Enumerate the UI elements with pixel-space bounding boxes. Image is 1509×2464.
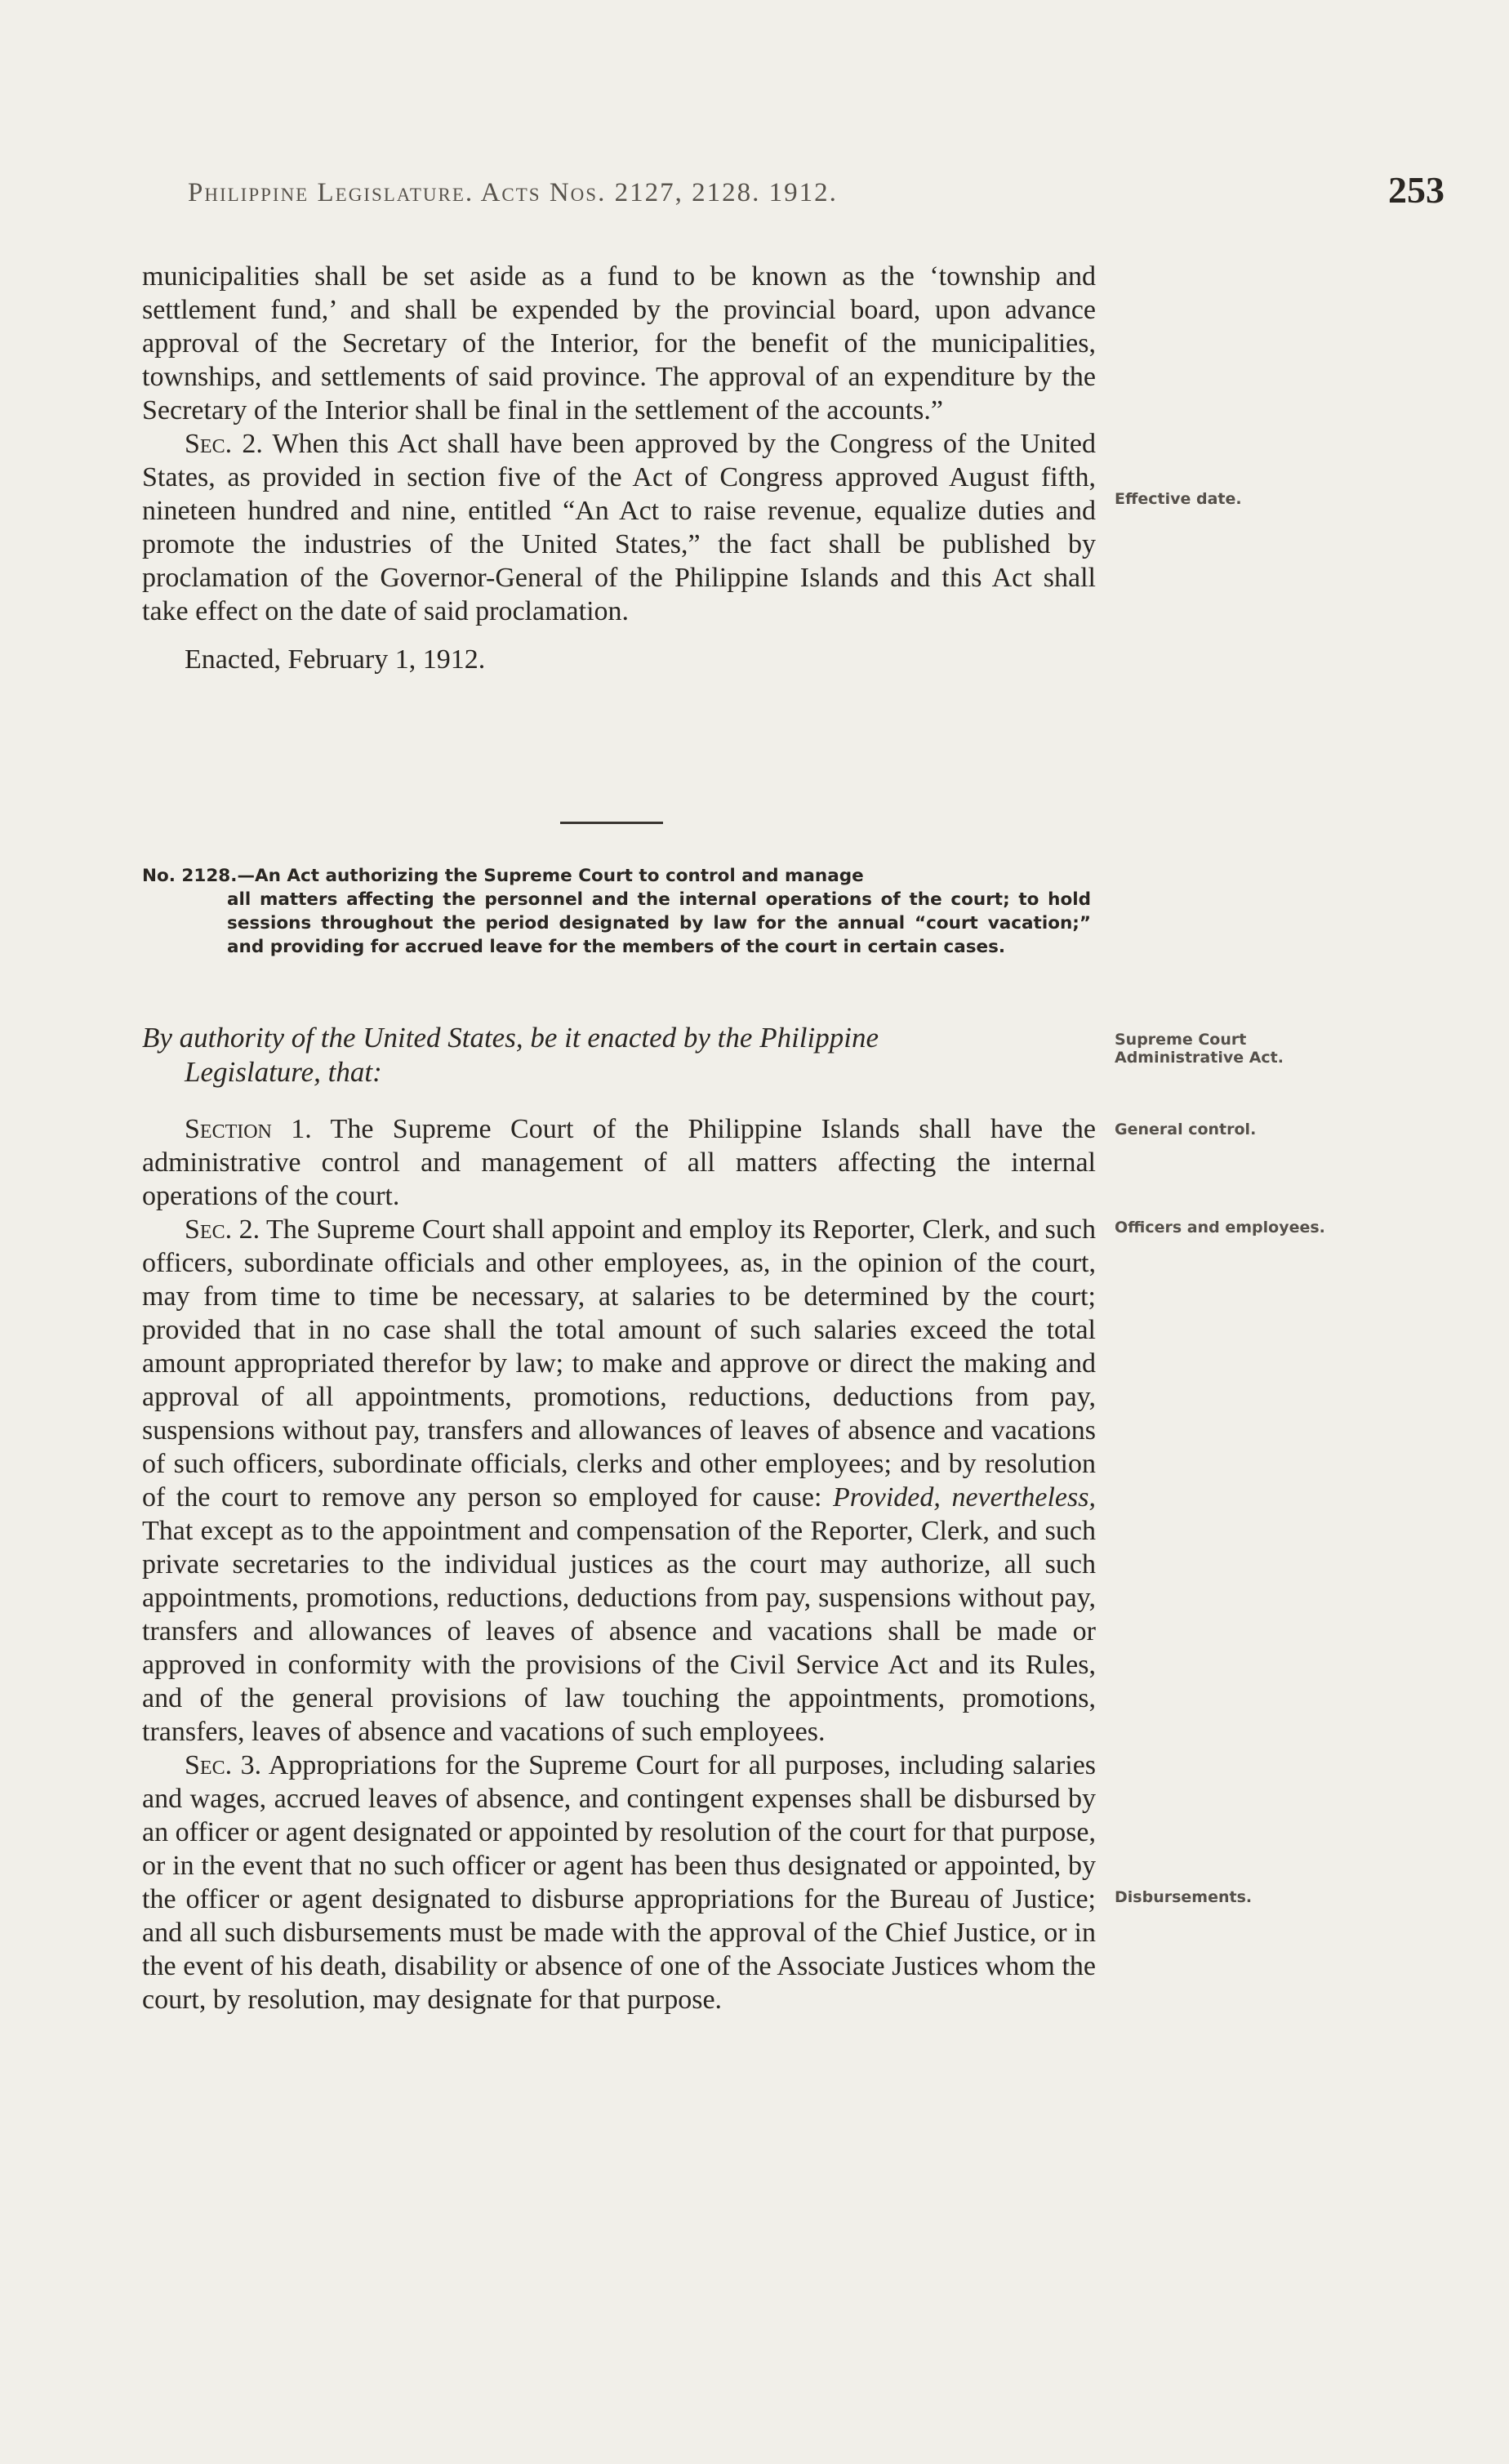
- section-label: Section 1.: [185, 1114, 312, 1144]
- enacting-clause: [142, 1021, 1096, 1089]
- margin-note-disbursements: Disbursements.: [1115, 1888, 1253, 1906]
- enacting-line-2: Legislature, that:: [185, 1056, 382, 1088]
- paragraph-township-fund: municipalities shall be set aside as a fund to be known as the ‘township and settlement fund,’ and shall be expended by the provincial board, upon advance approval of the Secretary of the Interior, for the benefit of the municipalities, townships, and settlements of said province. The approval of an expenditure by the Secretary of the Interior shall be final in the settlement of the accounts.”: [142, 261, 1096, 426]
- act-2128-section-2: [142, 1213, 1096, 1749]
- section-divider: [560, 822, 663, 824]
- section-text: The Supreme Court of the Philippine Islands shall have the administrative control and management of all matters affecting the internal operations of the court.: [142, 1114, 1096, 1211]
- section-text-b: That except as to the appointment and compensation of the Reporter, Clerk, and such private secretaries to the individual justices as the court may authorize, all such appointments, promotions, reductions, deductions from pay, suspensions without pay, transfers and allowances of leaves of absence and vacations shall be made or approved in conformity with the provisions of the Civil Service Act and its Rules, and of the general provisions of law touching the appointments, promotions, transfers, leaves of absence and vacations of such employees.: [142, 1516, 1096, 1747]
- act-2128-body: [142, 1112, 1096, 2016]
- margin-note-effective-date: Effective date.: [1115, 490, 1242, 508]
- act-number: No. 2128.: [142, 866, 238, 886]
- running-head: Philippine Legislature. Acts Nos. 2127, 2128. 1912.: [188, 178, 838, 207]
- margin-note-general-control: General control.: [1115, 1121, 1257, 1138]
- margin-note-supreme-court-act: Supreme Court Administrative Act.: [1115, 1031, 1284, 1067]
- act-2127-continuation: [142, 260, 1096, 676]
- title-continuation: all matters affecting the personnel and the internal operations of the court; to hold sessions throughout the period designated by law for the annual “court vacation;” and providing for accrued leave for the members of the court in certain cases.: [227, 889, 1091, 957]
- act-2128-title: [142, 864, 1091, 959]
- section-text: Appropriations for the Supreme Court for all purposes, including salaries and wages, accrued leaves of absence, and contingent expenses shall be disbursed by an officer or agent designated or appointed by resolution of the court for that purpose, or in the event that no such officer or agent has been thus designated or appointed, by the officer or agent designated to disburse appropriations for the Bureau of Justice; and all such disbursements must be made with the approval of the Chief Justice, or in the event of his death, disability or absence of one of the Associate Justices whom the court, by resolution, may designate for that purpose.: [142, 1750, 1097, 2015]
- section-text-a: The Supreme Court shall appoint and employ its Reporter, Clerk, and such officers, subordinate officials and other employees, as, in the opinion of the court, may from time to time be necessary, at salaries to be determined by the court; provided that in no case shall the total amount of such salaries exceed the total amount appropriated therefor by law; to make and approve or direct the making and approval of all appointments, promotions, reductions, deductions from pay, suspensions without pay, transfers and allowances of leaves of absence and vacations of such officers, subordinate officials, clerks and other employees; and by resolution of the court to remove any person so employed for cause:: [142, 1214, 1097, 1513]
- enacting-line-1: By authority of the United States, be it enacted by the Philippine: [142, 1022, 879, 1054]
- section-label: Sec. 3.: [185, 1750, 262, 1780]
- act-2128-section-3: [142, 1749, 1096, 2016]
- proviso: Provided, nevertheless,: [833, 1482, 1096, 1513]
- title-line-1: —An Act authorizing the Supreme Court to control and manage: [237, 866, 864, 886]
- section-label: Sec. 2.: [185, 1214, 260, 1245]
- enacted-date: Enacted, February 1, 1912.: [185, 644, 486, 675]
- act-2127-section-2: [142, 427, 1096, 628]
- section-label: Sec. 2.: [185, 429, 263, 459]
- page-number: 253: [1388, 169, 1444, 211]
- act-2128-section-1: [142, 1112, 1096, 1213]
- section-text: When this Act shall have been approved by the Congress of the United States, as provided in section five of the Act of Congress approved August fifth, nineteen hundred and nine, entitled “An Act to raise revenue, equalize duties and promote the industries of the United States,” the fact shall be published by proclamation of the Governor-General of the Philippine Islands and this Act shall take effect on the date of said proclamation.: [142, 429, 1096, 626]
- margin-note-officers: Officers and employees.: [1115, 1219, 1325, 1236]
